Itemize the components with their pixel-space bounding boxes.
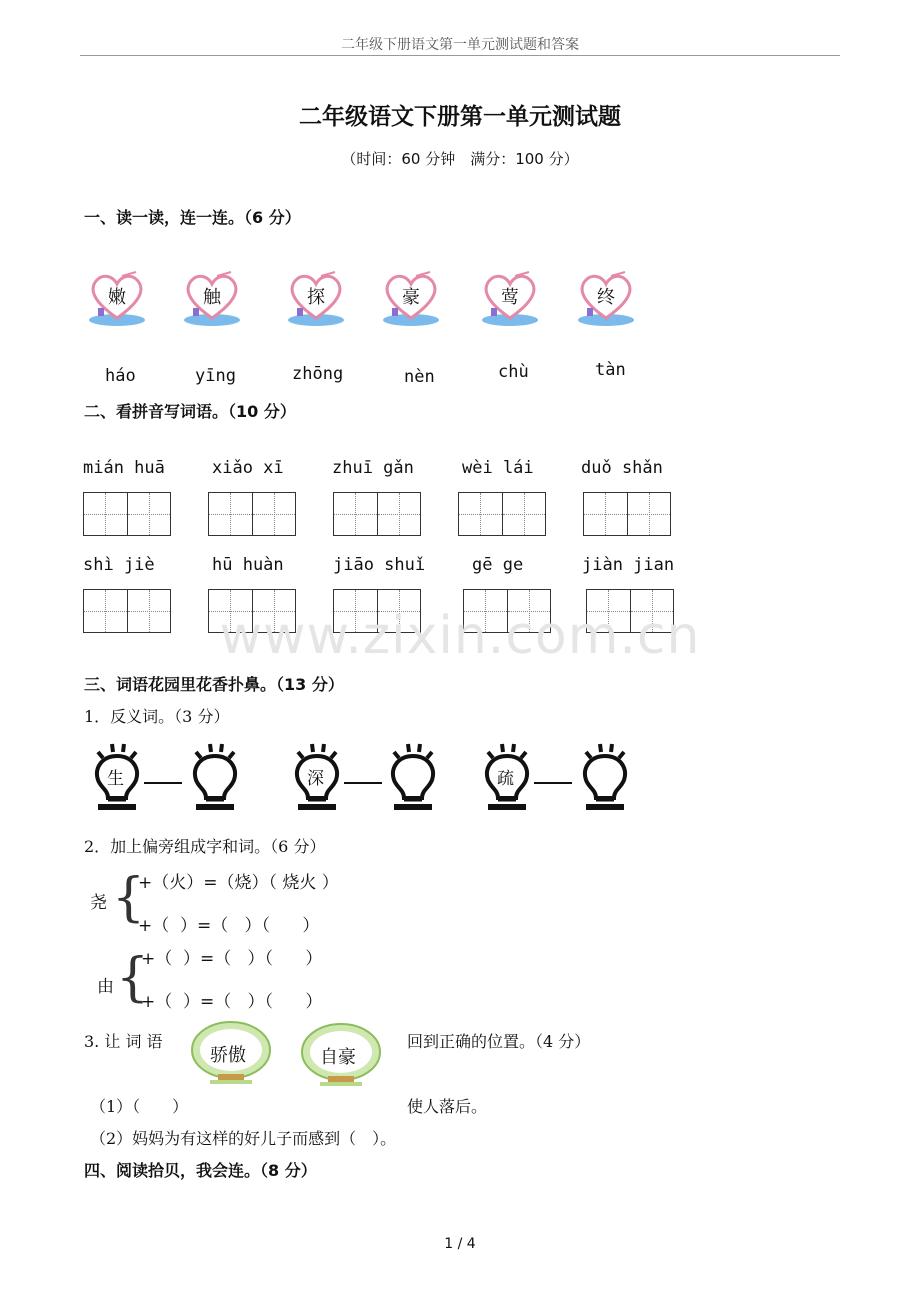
heart-character: 触 — [203, 287, 221, 308]
bulb-with-word — [288, 742, 346, 812]
section-2-heading: 二、看拼音写词语。（10 分） — [84, 402, 296, 421]
pinyin-label: hū huàn — [212, 555, 284, 575]
bulb-with-word — [88, 742, 146, 812]
question-3-1-label: 1．反义词。（3 分） — [84, 707, 230, 726]
pinyin-label: duǒ shǎn — [581, 458, 663, 478]
tree-word: 自豪 — [320, 1047, 356, 1068]
connector-line — [344, 782, 382, 784]
pinyin-label: xiǎo xī — [212, 458, 284, 478]
bulb-blank[interactable] — [186, 742, 244, 812]
connector-line — [144, 782, 182, 784]
formula-line[interactable]: +（ ）=（ ）（ ） — [138, 916, 320, 936]
brace-b-icon: { — [116, 948, 150, 1008]
brace-a-icon: { — [112, 868, 146, 928]
heart-character: 探 — [307, 287, 325, 308]
running-header: 二年级下册语文第一单元测试题和答案 — [341, 37, 579, 53]
heart-card[interactable] — [479, 268, 541, 330]
watermark: www.zixin.com.cn — [219, 606, 701, 666]
radical-b: 由 — [97, 977, 114, 997]
section-1-heading: 一、读一读，连一连。（6 分） — [84, 208, 301, 227]
bulb-character: 生 — [107, 769, 124, 789]
pinyin-label: gē ge — [472, 555, 524, 575]
bulb-character: 疏 — [497, 769, 514, 789]
heart-card[interactable] — [575, 268, 637, 330]
sentence-1-suffix: 使人落后。 — [407, 1097, 488, 1116]
formula-line: +（火）=（烧）（ 烧火 ） — [138, 873, 339, 893]
bulb-with-word — [478, 742, 536, 812]
header-divider — [80, 55, 840, 56]
bulb-blank[interactable] — [384, 742, 442, 812]
page-title: 二年级语文下册第一单元测试题 — [299, 104, 621, 130]
question-3-3-label: 3. 让 词 语 — [84, 1032, 163, 1051]
heart-card[interactable] — [86, 268, 148, 330]
pinyin-option[interactable]: nèn — [404, 367, 435, 387]
tree-card[interactable] — [300, 1018, 382, 1090]
pinyin-label: wèi lái — [462, 458, 534, 478]
writing-grid[interactable] — [583, 492, 671, 536]
section-4-heading: 四、阅读拾贝，我会连。（8 分） — [84, 1161, 317, 1180]
question-3-2-label: 2．加上偏旁组成字和词。（6 分） — [84, 837, 326, 856]
radical-a: 尧 — [90, 893, 107, 913]
heart-card[interactable] — [285, 268, 347, 330]
connector-line — [534, 782, 572, 784]
formula-line[interactable]: +（ ）=（ ）（ ） — [141, 992, 323, 1012]
pinyin-option[interactable]: yīng — [195, 366, 236, 386]
lightbulb-icon — [186, 742, 244, 812]
pinyin-option[interactable]: zhōng — [292, 364, 344, 384]
writing-grid[interactable] — [208, 492, 296, 536]
heart-character: 莺 — [501, 287, 519, 308]
heart-character: 嫩 — [108, 287, 126, 308]
sentence-1-prefix[interactable]: （1）（ ） — [90, 1097, 189, 1116]
page-number: 1 / 4 — [444, 1236, 476, 1252]
heart-card[interactable] — [181, 268, 243, 330]
lightbulb-icon — [576, 742, 634, 812]
writing-grid[interactable] — [458, 492, 546, 536]
writing-grid[interactable] — [83, 492, 171, 536]
pinyin-label: jiàn jian — [582, 555, 675, 575]
heart-card[interactable] — [380, 268, 442, 330]
pinyin-option[interactable]: tàn — [595, 360, 626, 380]
heart-character: 终 — [597, 287, 615, 308]
pinyin-label: mián huā — [83, 458, 165, 478]
pinyin-label: zhuī gǎn — [332, 458, 414, 478]
heart-character: 豪 — [402, 287, 420, 308]
page-subtitle: （时间：60 分钟 满分：100 分） — [341, 150, 579, 168]
pinyin-option[interactable]: háo — [105, 366, 136, 386]
question-3-3-suffix: 回到正确的位置。（4 分） — [407, 1032, 591, 1051]
pinyin-option[interactable]: chù — [498, 362, 529, 382]
bulb-character: 深 — [307, 769, 324, 789]
pinyin-label: jiāo shuǐ — [333, 555, 426, 575]
bulb-blank[interactable] — [576, 742, 634, 812]
writing-grid[interactable] — [333, 492, 421, 536]
tree-card[interactable] — [190, 1016, 272, 1088]
lightbulb-icon — [384, 742, 442, 812]
tree-word: 骄傲 — [210, 1045, 246, 1066]
formula-line[interactable]: +（ ）=（ ）（ ） — [141, 949, 323, 969]
pinyin-label: shì jiè — [83, 555, 155, 575]
sentence-2[interactable]: （2）妈妈为有这样的好儿子而感到（ ）。 — [90, 1129, 397, 1148]
section-3-heading: 三、词语花园里花香扑鼻。（13 分） — [84, 675, 344, 694]
